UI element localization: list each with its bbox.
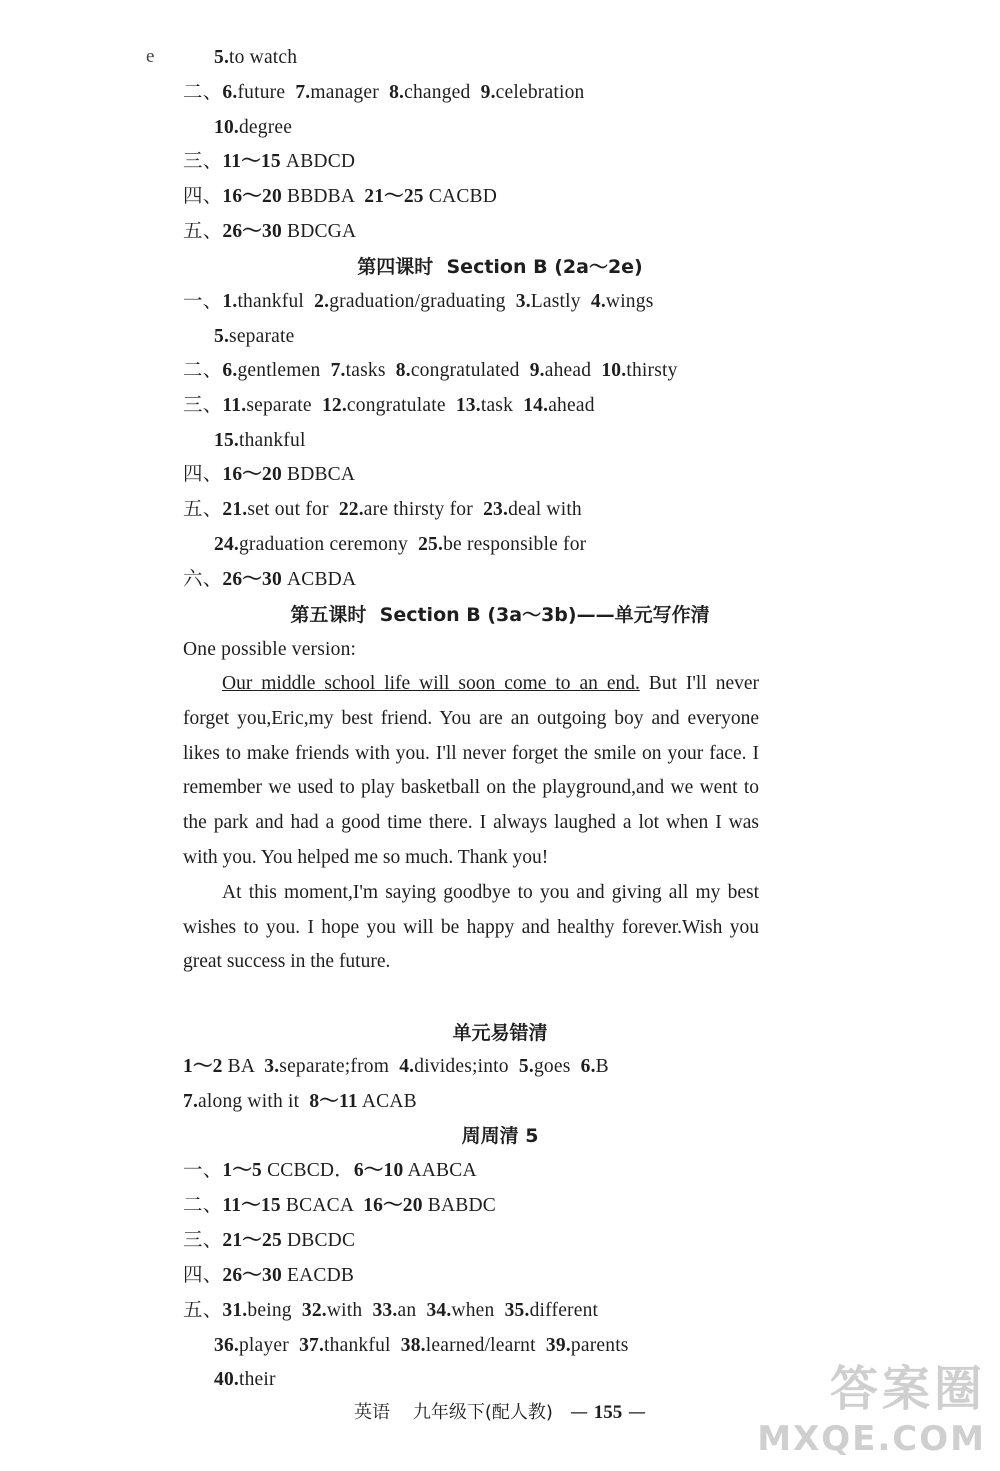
page-footer: 英语 九年级下(配人教) — 155 —	[353, 1402, 647, 1423]
answer-line: 5.to watch	[214, 47, 298, 68]
watermark-url: MXQE.COM	[757, 1419, 986, 1459]
answer-line: 五、31.being 32.with 33.an 34.when 35.different	[183, 1300, 599, 1321]
answer-line: 二、6.future 7.manager 8.changed 9.celebration	[183, 82, 585, 103]
essay-paragraph: At this moment,I'm saying goodbye to you and giving all my best wishes to you. I hope you will be happy and healthy forever.Wish you great success in the future.	[183, 881, 759, 973]
essay-text: But I'll never forget you,Eric,my best friend. You are an outgoing boy and everyone likes to make friends with you. I'll never forget the smile on your face. I remember we used to play basketball on the playground,and we went to the park and had a good time there. I always laughed a lot when I was with you. You helped me so much. Thank you!	[183, 673, 760, 868]
section-heading: 第四课时 Section B (2a～2e)	[357, 256, 643, 278]
topic-sentence: Our middle school life will soon come to an end.	[222, 673, 640, 694]
answer-line: 三、11～15 ABDCD	[183, 151, 356, 172]
answer-line: 15.thankful	[214, 430, 306, 451]
section-heading: 第五课时 Section B (3a～3b)——单元写作清	[290, 604, 710, 626]
section-heading: 单元易错清	[452, 1022, 548, 1044]
answer-line: 三、11.separate 12.congratulate 13.task 14.ahead	[183, 395, 595, 416]
answer-line: 10.degree	[214, 117, 293, 138]
essay-intro: One possible version:	[183, 639, 357, 660]
answer-line: 24.graduation ceremony 25.be responsible for	[214, 534, 587, 555]
watermark-logo: 答案圈	[829, 1361, 986, 1417]
answer-line: 1～2 BA 3.separate;from 4.divides;into 5.goes 6.B	[183, 1056, 609, 1077]
margin-mark: e	[146, 46, 155, 67]
answer-line: 五、26～30 BDCGA	[183, 221, 357, 242]
answer-line: 四、26～30 EACDB	[183, 1265, 355, 1286]
answer-line: 7.along with it 8～11 ACAB	[183, 1091, 417, 1112]
footer-subject: 英语	[353, 1402, 390, 1423]
answer-line: 40.their	[214, 1369, 276, 1390]
essay-paragraph	[183, 667, 759, 876]
site-watermark	[757, 1359, 986, 1459]
answer-line: 二、6.gentlemen 7.tasks 8.congratulated 9.ahead 10.thirsty	[183, 360, 678, 381]
answer-line: 二、11～15 BCACA 16～20 BABDC	[183, 1195, 496, 1216]
answer-line: 五、21.set out for 22.are thirsty for 23.deal with	[183, 499, 582, 520]
answer-line: 一、1～5 CCBCD．6～10 AABCA	[183, 1160, 477, 1181]
footer-grade: 九年级下(配人教)	[412, 1402, 553, 1423]
answer-line: 一、1.thankful 2.graduation/graduating 3.Lastly 4.wings	[183, 291, 654, 312]
section-heading: 周周清 5	[461, 1125, 539, 1147]
answer-line: 5.separate	[214, 326, 295, 347]
answer-line: 36.player 37.thankful 38.learned/learnt 39.parents	[214, 1335, 629, 1356]
answer-line: 三、21～25 DBCDC	[183, 1230, 356, 1251]
answer-line: 六、26～30 ACBDA	[183, 569, 357, 590]
model-essay	[183, 667, 759, 980]
answer-line: 四、16～20 BDBCA	[183, 464, 356, 485]
answer-line: 四、16～20 BBDBA 21～25 CACBD	[183, 186, 498, 207]
page-number: 155	[593, 1402, 623, 1423]
